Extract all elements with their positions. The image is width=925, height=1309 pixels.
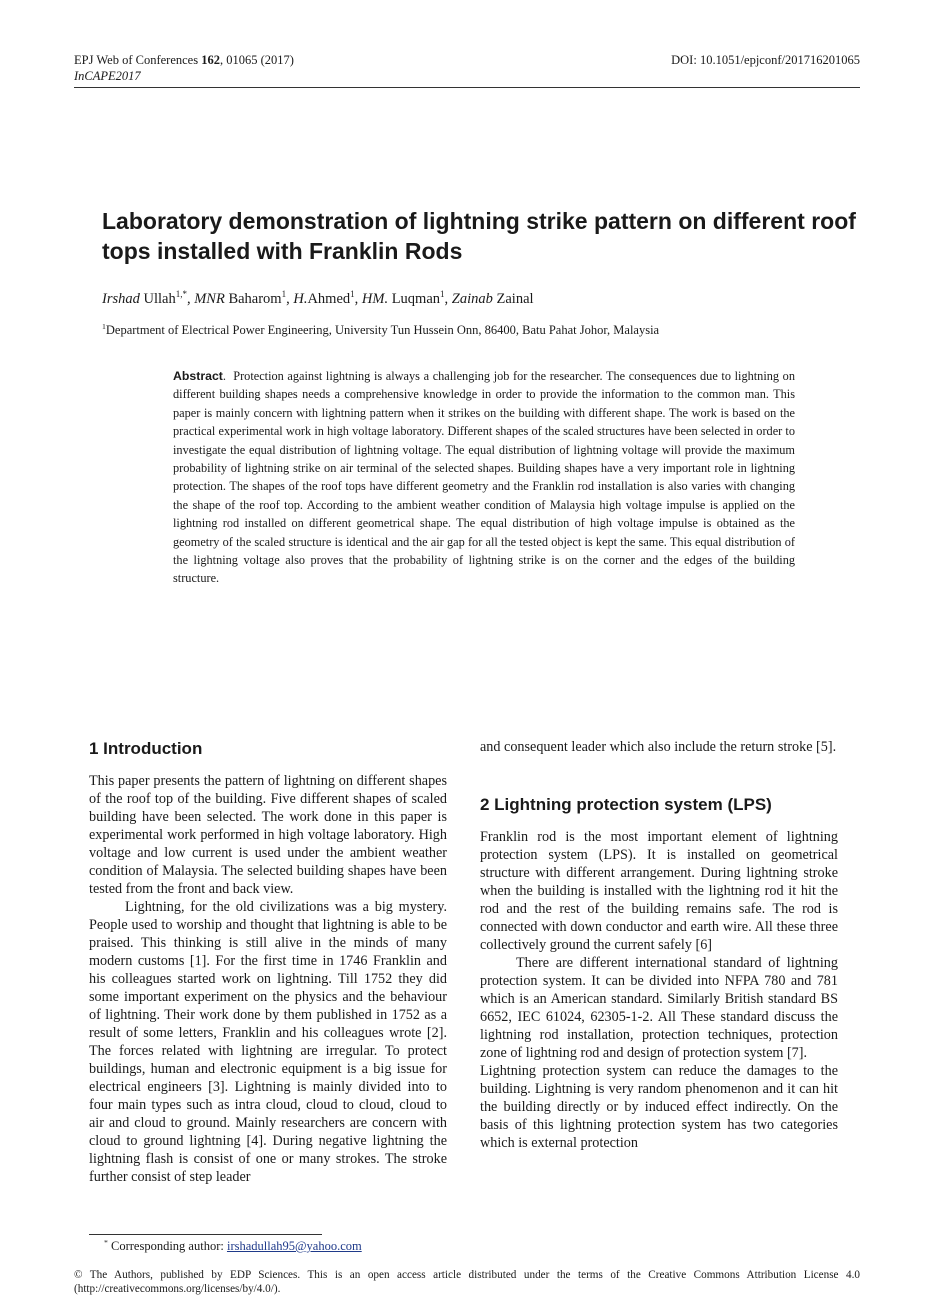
header-rule — [74, 87, 860, 88]
author: Zainab Zainal — [451, 291, 534, 307]
paragraph: There are different international standard of lightning protection system. It can be divided into NFPA 780 and 781 which is an American standard. Similarly British standard BS 6652, IEC 61024, 62305-1-2. All These standard discuss the lightning rod installation, protection techniques, protection zone of lightning rod and design of protection system [7]. — [480, 955, 838, 1061]
paragraph: This paper presents the pattern of lightning on different shapes of the roof top of the building. Five different shapes of scaled building have been selected. The work done in this paper is experimental work performed in high voltage laboratory. High voltage and low current is used under the ambient weather condition of Malaysia. The selected building shapes have been tested from the front and back view. — [89, 773, 447, 897]
paragraph: Lightning protection system can reduce the damages to the building. Lightning is very random phenomenon and it can hit the building directly or by induced effect indirectly. On the basis of this lightning protection system has two categories which is external protection — [480, 1063, 838, 1151]
section-heading-introduction: 1 Introduction — [89, 739, 203, 758]
author: HM. Luqman$^1$, — [361, 289, 452, 307]
paragraph: Lightning, for the old civilizations was a big mystery. People used to worship and thought that lightning is able to be praised. This thinking is still alive in the minds of many modern customs [1]. For the first time in 1746 Franklin and his colleagues started work on lightning. Till 1752 they did some important experiment on the physics and the behaviour of lightning. Their work done by them published in 1752 as a result of some letters, Franklin and his colleagues wrote [2]. The forces related with lightning are irregular. To protect buildings, human and electronic equipment is a big issue for electrical engineers [3]. Lightning is mainly divided into to four main types such as intra cloud, cloud to cloud, cloud to air and cloud to ground. Mainly researchers are concern with cloud to ground lightning [4]. During negative lightning the lightning flash is consist of one or many strokes. The stroke further consist of step leader — [89, 899, 447, 1185]
abstract-text: Protection against lightning is always a challenging job for the researcher. The consequences due to lightning on different building shapes needs a comprehensive knowledge in order to provide the information to the common man. This paper is mainly concern with lightning pattern when it strikes on the building with different shape. The work is based on the practical experimental work in high voltage laboratory. Different shapes of the scaled structures have been selected in order to investigate the equal distribution of lightning voltage. The equal distribution of lightning voltage will provide the maximum probability of lightning strike on air terminal of the selected shapes. Building shapes have a very important role in lightning protection. The shapes of the roof tops have different geometry and the Franklin rod installation is also varies with changing the shape of the roof top. According to the ambient weather condition of Malaysia high voltage impulse is applied on the lightning rod installed on different geometrical shape. The equal distribution of high voltage impulse is obtained as the geometry of the scaled structure is identical and the air gap for all the tested object is kept the same. This equal distribution of the lightning voltage also proves that the probability of lightning strike is on the corner and the edges of the building structure. — [173, 369, 795, 586]
footnote: * Corresponding author: irshadullah95@yahoo.com — [104, 1237, 362, 1253]
conference-name: InCAPE2017 — [74, 69, 141, 83]
author: Irshad Ullah$^{1,*}$, — [102, 289, 195, 307]
journal-citation: EPJ Web of Conferences 162, 01065 (2017) — [74, 53, 294, 67]
doi[interactable]: DOI: 10.1051/epjconf/201716201065 — [671, 53, 860, 67]
right-column — [480, 738, 838, 1152]
author: H.Ahmed$^1$, — [293, 289, 362, 307]
author-email-link[interactable]: irshadullah95@yahoo.com — [226, 1239, 362, 1253]
abstract-label: Abstract — [173, 369, 223, 383]
license-notice: © The Authors, published by EDP Sciences. This is an open access article distributed under the terms of the Creative Commons Attribution License 4.0 (http://creativecommons.org/licenses/by/4.0/). — [74, 1269, 860, 1295]
page-header — [74, 52, 860, 88]
author: MNR Baharom$^1$, — [194, 289, 294, 307]
paragraph: and consequent leader which also include the return stroke [5]. — [480, 739, 837, 755]
left-column — [89, 738, 447, 1186]
affiliation: $^1$Department of Electrical Power Engineering, University Tun Hussein Onn, 86400, Batu Pahat Johor, Malaysia — [102, 321, 660, 337]
footnote-rule — [89, 1234, 322, 1235]
author-list — [102, 290, 862, 308]
paragraph: Franklin rod is the most important element of lightning protection system (LPS). It is installed on geometrical structure with different arrangement. During lightning stroke when the building is installed with the lightning rod it hit the rod and the rest of the building remains safe. The rod is connected with down conductor and earth wire. All these three collectively ground the current safely [6] — [480, 829, 838, 953]
section-heading-lps: 2 Lightning protection system (LPS) — [480, 795, 772, 814]
abstract: Abstract. Protection against lightning is always a challenging job for the researcher. The consequences due to lightning on different building shapes needs a comprehensive knowledge in order to provide the information to the common man. This paper is mainly concern with lightning pattern when it strikes on the building with different shape. The work is based on the practical experimental work in high voltage laboratory. Different shapes of the scaled structures have been selected in order to investigate the equal distribution of lightning voltage. The equal distribution of lightning voltage will provide the maximum probability of lightning strike on air terminal of the selected shapes. Building shapes have a very important role in lightning protection. The shapes of the roof tops have different geometry and the Franklin rod installation is also varies with changing the shape of the roof top. According to the ambient weather condition of Malaysia high voltage impulse is applied on the lightning rod installed on different geometrical shape. The equal distribution of high voltage impulse is obtained as the geometry of the scaled structure is identical and the air gap for all the tested object is kept the same. This equal distribution of the lightning voltage also proves that the probability of lightning strike is on the corner and the edges of the building structure. — [173, 369, 795, 586]
paper-title: Laboratory demonstration of lightning strike pattern on different roof tops installed with Franklin Rods — [102, 208, 856, 264]
volume-number: 162 — [201, 53, 220, 67]
